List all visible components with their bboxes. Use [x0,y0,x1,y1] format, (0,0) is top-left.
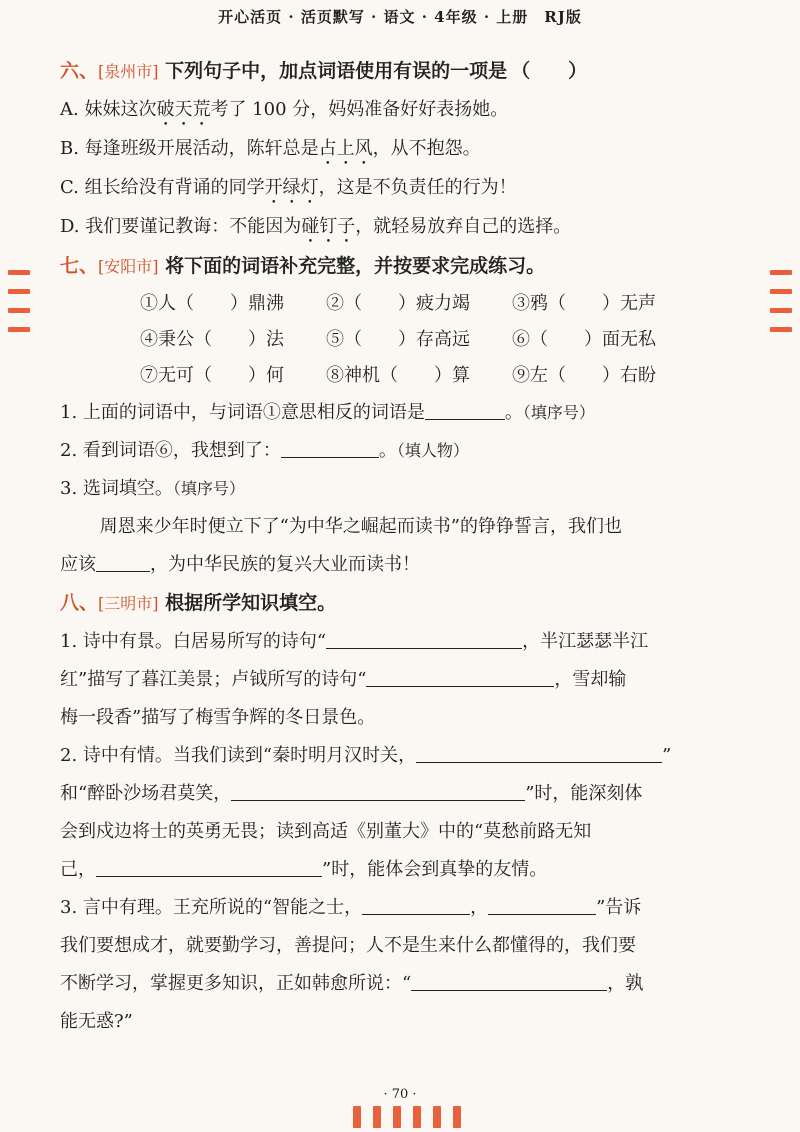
idiom-8[interactable]: ⑧神机（ ）算 [326,365,470,386]
answer-blank[interactable] [425,399,505,420]
answer-blank[interactable] [416,742,662,763]
option-a[interactable]: A. 妹妹这次破天荒考了 100 分，妈妈准备好好表扬她。 [60,99,509,120]
idiom-7[interactable]: ⑦无可（ ）何 [140,365,284,386]
s7-question-1: 1. 上面的词语中，与词语①意思相反的词语是 。（填序号） [60,394,750,432]
idiom-grid [140,286,750,394]
left-edge-marks [8,270,30,346]
s8-q3-line4: 能无惑?” [60,1011,133,1032]
section-6-heading: 六、[泉州市] 下列句子中，加点词语使用有误的一项是 （ ） [60,60,588,82]
s8-q2-line4: 己， ”时，能体会到真挚的友情。 [60,851,750,889]
page-number: · 70 · [383,1087,417,1102]
answer-blank[interactable] [366,666,554,687]
idiom-2[interactable]: ②（ ）疲力竭 [326,293,470,314]
option-b[interactable]: B. 每逢班级开展活动，陈轩总是占上风，从不抱怨。 [60,138,481,159]
answer-blank[interactable] [96,856,322,877]
answer-blank[interactable] [362,894,470,915]
idiom-5[interactable]: ⑤（ ）存高远 [326,329,470,350]
idiom-6[interactable]: ⑥（ ）面无私 [512,329,656,350]
s8-q2-line1: 2. 诗中有情。当我们读到“秦时明月汉时关， ” [60,737,750,775]
answer-blank[interactable] [326,628,522,649]
s8-q3-line2: 我们要想成才，就要勤学习，善提问；人不是生来什么都懂得的，我们要 [60,935,636,956]
answer-blank[interactable] [411,970,607,991]
answer-blank[interactable] [488,894,596,915]
s8-q2-line2: 和“醉卧沙场君莫笑， ”时，能深刻体 [60,775,750,813]
answer-blank[interactable] [96,551,150,572]
option-d[interactable]: D. 我们要谨记教诲：不能因为碰钉子，就轻易放弃自己的选择。 [60,216,572,237]
worksheet-content [60,52,750,1041]
s7-q3-passage-line1: 周恩来少年时便立下了“为中华之崛起而读书”的铮铮誓言，我们也 [99,516,622,537]
s7-question-3: 3. 选词填空。（填序号） [60,478,245,499]
idiom-1[interactable]: ①人（ ）鼎沸 [140,293,284,314]
s8-q1-line3: 梅一段香”描写了梅雪争辉的冬日景色。 [60,707,376,728]
s7-q3-passage-line2: 应该 ，为中华民族的复兴大业而读书！ [60,546,750,584]
right-edge-marks [770,270,792,346]
option-c[interactable]: C. 组长给没有背诵的同学开绿灯，这是不负责任的行为！ [60,177,517,198]
idiom-4[interactable]: ④秉公（ ）法 [140,329,284,350]
idiom-9[interactable]: ⑨左（ ）右盼 [512,365,656,386]
idiom-3[interactable]: ③鸦（ ）无声 [512,293,656,314]
s8-q1-line1: 1. 诗中有景。白居易所写的诗句“ ，半江瑟瑟半江 [60,623,750,661]
answer-blank[interactable] [281,437,379,458]
s8-q1-line2: 红”描写了暮江美景；卢钺所写的诗句“ ，雪却输 [60,661,750,699]
bottom-edge-marks [353,1106,461,1128]
s8-q2-line3: 会到戍边将士的英勇无畏；读到高适《别董大》中的“莫愁前路无知 [60,821,592,842]
s8-q3-line3: 不断学习，掌握更多知识，正如韩愈所说：“ ，孰 [60,965,750,1003]
page-header: 开心活页 · 活页默写 · 语文 · 4年级 · 上册 RJ版 [218,8,582,26]
section-8-heading: 八、[三明市] 根据所学知识填空。 [60,592,337,614]
section-7-heading: 七、[安阳市] 将下面的词语补充完整，并按要求完成练习。 [60,255,546,277]
answer-blank[interactable] [231,780,525,801]
s8-q3-line1: 3. 言中有理。王充所说的“智能之士， ， ”告诉 [60,889,750,927]
s7-question-2: 2. 看到词语⑥，我想到了： 。（填人物） [60,432,750,470]
